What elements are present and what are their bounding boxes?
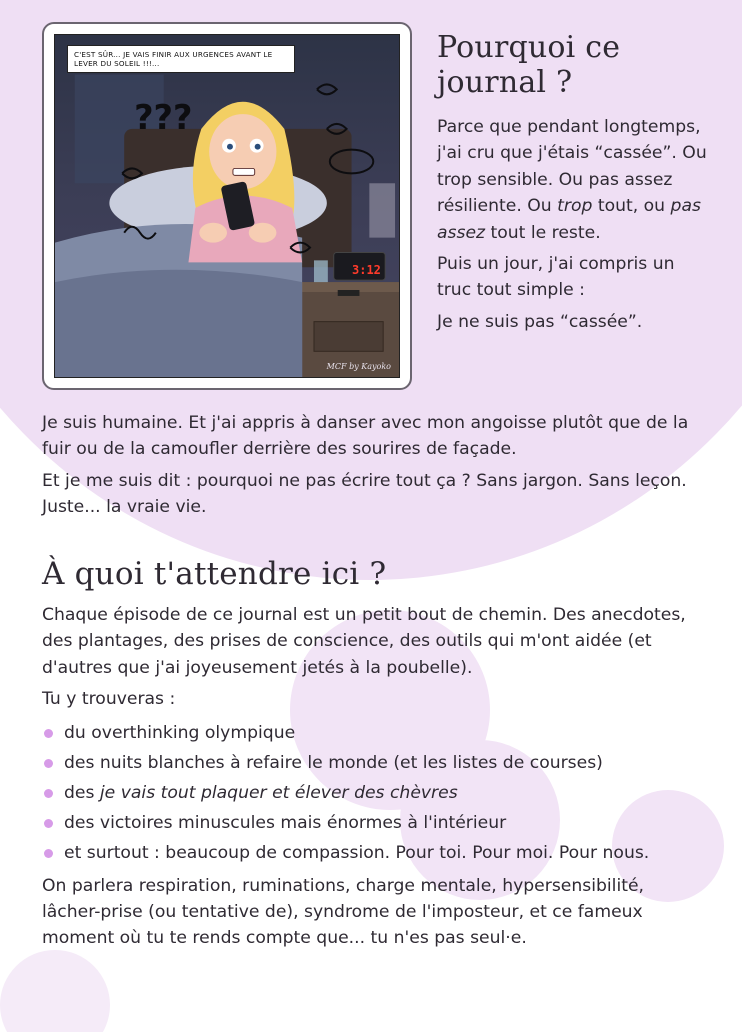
list-item [42,778,702,808]
bullet-dot-icon [44,729,53,738]
emphasis-text: je vais tout plaquer et élever des chèvres [99,783,458,804]
bullet-dot-icon [44,849,53,858]
emphasis-text: pas assez [437,196,701,243]
alarm-clock-time: 3:12 [352,263,381,277]
list-item-text: des victoires minuscules mais énormes à l'intérieur [64,813,507,834]
expectations-list [42,718,702,869]
section-heading-why: Pourquoi ce journal ? [437,30,621,100]
list-item [42,838,702,868]
comic-caption: C'EST SÛR... JE VAIS FINIR AUX URGENCES AVANT LE LEVER DU SOLEIL !!!... [67,45,295,73]
list-item [42,718,702,748]
paragraph-why-1 [437,114,712,246]
list-item-text: du overthinking olympique [64,722,296,743]
text-span: tout, ou [592,196,671,217]
emphasis-text: trop [557,196,593,217]
intro-right-column [437,30,712,340]
paragraph-why-5: Et je me suis dit : pourquoi ne pas écrire tout ça ? Sans jargon. Sans leçon. Juste... la vraie vie. [42,470,687,518]
illustration-card [42,22,412,390]
svg-text:???: ??? [134,97,193,137]
night-scene-drawing [55,35,399,377]
text-span: Parce que pendant longtemps, j'ai cru que j'étais “cassée”. Ou trop sensible. Ou pas assez résiliente. Ou [437,117,707,217]
bullet-dot-icon [44,759,53,768]
list-intro: Tu y trouveras : [42,689,176,710]
section-heading-block [42,555,702,593]
section-heading-expect: À quoi t'attendre ici ? [42,556,387,592]
list-item-text: des [64,783,100,804]
list-item [42,748,702,778]
intro-continuation [42,410,702,526]
paragraph-expect-1: Chaque épisode de ce journal est un petit bout de chemin. Des anecdotes, des plantages, des prises de conscience, des outils qui m'ont aidée (et d'autres que j'ai joyeusement jetés à la poubelle). [42,605,686,678]
expect-section [42,602,702,957]
list-item [42,808,702,838]
paragraph-why-2: Puis un jour, j'ai compris un truc tout simple : [437,254,675,301]
text-span: tout le reste. [485,222,601,243]
paragraph-why-4: Je suis humaine. Et j'ai appris à danser avec mon angoisse plutôt que de la fuir ou de la camoufler derrière des sourires de façade. [42,413,689,460]
decorative-circle [0,950,110,1032]
bedroom-illustration [54,34,400,378]
artist-signature: MCF by Kayoko [326,362,391,371]
bullet-dot-icon [44,819,53,828]
list-item-text: et surtout : beaucoup de compassion. Pour toi. Pour moi. Pour nous. [64,843,650,864]
bullet-dot-icon [44,789,53,798]
list-item-text: des nuits blanches à refaire le monde (et les listes de courses) [64,752,603,773]
paragraph-why-3: Je ne suis pas “cassée”. [437,311,643,332]
paragraph-closing: On parlera respiration, ruminations, charge mentale, hypersensibilité, lâcher-prise (ou tentative de), syndrome de l'imposteur, et ce fameux moment où tu te rends compte que... tu n'es pas seul·e. [42,875,644,949]
